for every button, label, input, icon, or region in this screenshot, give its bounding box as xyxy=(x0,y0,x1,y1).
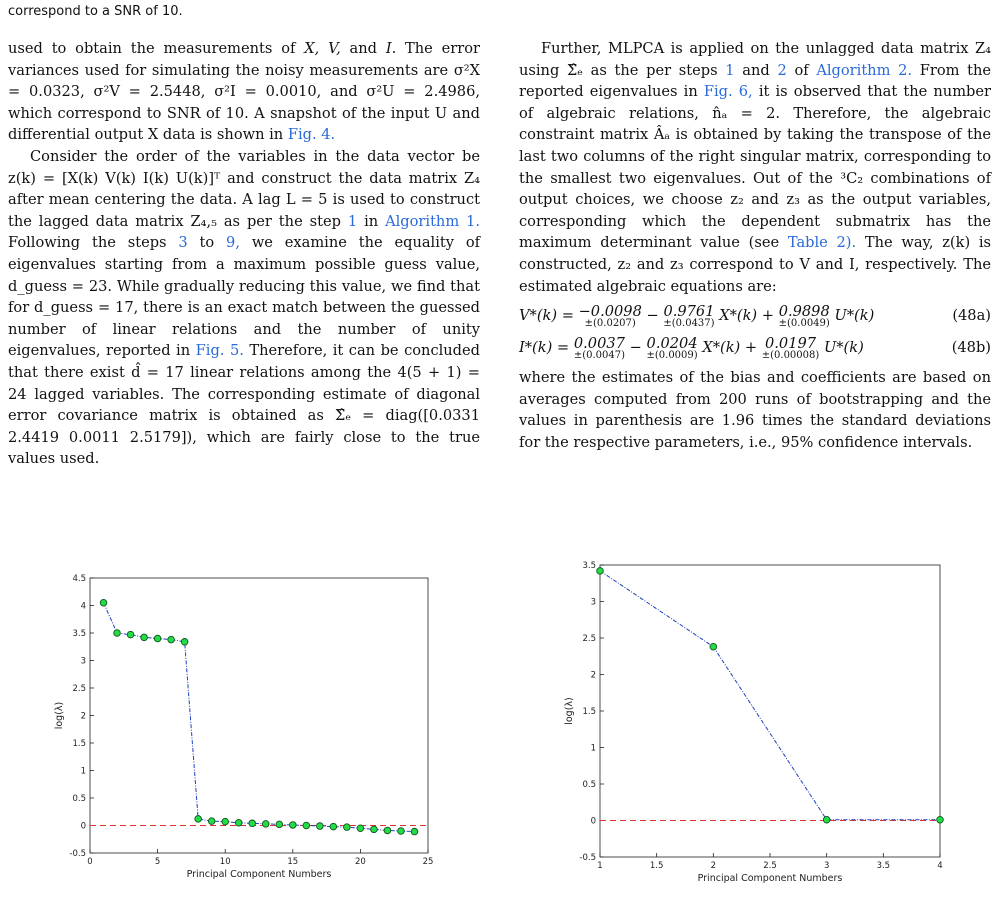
table2-link[interactable]: Table 2). xyxy=(787,234,857,252)
y-tick-label: 4.5 xyxy=(72,574,86,584)
data-point xyxy=(384,827,391,834)
y-axis-label: log(λ) xyxy=(564,697,575,725)
step1-link[interactable]: 1 xyxy=(347,212,358,230)
chart-eigenvalues-lagged xyxy=(40,560,460,894)
paragraph-lag-analysis: Consider the order of the variables in the data vector be z(k) = [X(k) V(k) I(k) U(k)]ᵀ and construct the data matrix Z₄ after mean centering the data. A lag L = 5 is used to construct the lagged data matrix Z₄,₅ as per the step 1 in Algorithm 1. Following the steps 3 to 9, we examine the equality of eigenvalues starting from a maximum possible guess value, d_guess = 23. While gradually reducing this value, we find that for d_guess = 17, there is an exact match between the guessed number of linear relations and the number of unity eigenvalues, reported in Fig. 5. Therefore, it can be concluded that there exist d̂ = 17 linear relations among the 4(5 + 1) = 24 lagged variables. The corresponding estimate of diagonal error covariance matrix is obtained as Σ̂ₑ = diag([0.0331 2.4419 0.0011 2.5179]), which are fairly close to the true values used. xyxy=(8,147,481,468)
figure-eigenvalues-lagged xyxy=(40,560,460,898)
step1-link-right[interactable]: 1 xyxy=(725,61,735,79)
equation-48b: I*(k) = 0.0037 ±(0.0047) − 0.0204 ±(0.0009) X*(k) + 0.0197 ±(0.00008) U*(k) (48b) xyxy=(519,335,991,362)
y-tick-label: 4 xyxy=(80,601,86,612)
fig5-link[interactable]: Fig. 5. xyxy=(195,342,244,360)
data-vector: z(k) = [X(k) V(k) I(k) U(k)]ᵀ and construct the data matrix Z₄ after mean centering the data. A lag L = 5 is used to construct the lagged data matrix Z₄,₅ as per the step xyxy=(8,169,480,230)
data-point xyxy=(937,816,944,823)
data-point xyxy=(303,822,310,829)
x-tick-label: 1 xyxy=(597,861,603,871)
step2-link[interactable]: 2 xyxy=(777,61,787,79)
y-tick-label: 1 xyxy=(80,766,86,777)
equation-number-48a: (48a) xyxy=(952,307,991,325)
y-tick-label: -0.5 xyxy=(579,853,596,863)
y-tick-label: 1.5 xyxy=(72,739,86,749)
plot-frame xyxy=(90,578,428,853)
x-axis-label: Principal Component Numbers xyxy=(186,869,332,880)
x-tick-label: 3 xyxy=(823,861,830,871)
algorithm1-link[interactable]: Algorithm 1. xyxy=(385,212,481,230)
y-tick-label: 2 xyxy=(80,711,86,722)
figure-eigenvalues-unlagged xyxy=(545,560,965,898)
y-tick-label: 1 xyxy=(590,743,596,754)
data-point xyxy=(181,639,188,646)
algorithm2-link[interactable]: Algorithm 2. xyxy=(816,61,913,79)
x-tick-label: 20 xyxy=(354,857,366,867)
right-column xyxy=(519,38,991,454)
x-tick-label: 2.5 xyxy=(763,861,777,871)
data-point xyxy=(195,816,202,823)
left-column xyxy=(8,38,480,470)
series-line xyxy=(600,571,940,820)
x-axis-label: Principal Component Numbers xyxy=(697,873,843,884)
plot-frame xyxy=(600,565,940,857)
fig4-link[interactable]: Fig. 4. xyxy=(287,126,336,144)
equation-number-48b: (48b) xyxy=(951,339,991,357)
y-tick-label: 2 xyxy=(590,670,596,681)
chart-eigenvalues-unlagged xyxy=(545,560,965,894)
x-tick-label: 0 xyxy=(87,857,93,867)
y-tick-label: 0.5 xyxy=(72,794,86,804)
data-point xyxy=(823,816,830,823)
data-point xyxy=(411,828,418,835)
data-point xyxy=(398,828,405,835)
x-tick-label: 5 xyxy=(154,857,161,867)
series-line xyxy=(104,603,415,832)
y-tick-label: 3 xyxy=(590,597,596,608)
x-tick-label: 2 xyxy=(710,861,717,871)
data-point xyxy=(344,824,351,831)
x-tick-label: 3.5 xyxy=(876,861,891,871)
data-point xyxy=(330,823,337,830)
data-point xyxy=(262,821,269,828)
data-point xyxy=(154,635,161,642)
data-point xyxy=(141,634,148,641)
data-point xyxy=(710,643,717,650)
data-point xyxy=(317,823,324,830)
paragraph-measurements: used to obtain the measurements of X, V, and I. The error variances used for simulating the noisy measurements are σ²X = 0.0323, σ²V = 2.5448, σ²I = 0.0010, and σ²U = 2.4986, which correspond to SNR of 10. A snapshot of the input U and differential output X data is shown in Fig. 4. xyxy=(8,40,481,144)
y-tick-label: 0 xyxy=(80,821,86,832)
data-point xyxy=(357,825,364,832)
x-tick-label: 10 xyxy=(219,857,231,867)
fig6-link[interactable]: Fig. 6, xyxy=(703,83,753,101)
x-tick-label: 1.5 xyxy=(649,861,664,871)
variance-values: σ²X = 0.0323, σ²V = 2.5448, σ²I = 0.0010, and σ²U = 2.4986, xyxy=(8,61,481,101)
y-tick-label: 2.5 xyxy=(72,684,86,694)
data-point xyxy=(290,822,297,829)
step9-link[interactable]: 9, xyxy=(226,234,240,252)
y-tick-label: 3 xyxy=(80,656,86,667)
y-axis-label: log(λ) xyxy=(54,701,65,730)
data-point xyxy=(222,818,229,825)
data-point xyxy=(597,568,604,575)
data-point xyxy=(100,599,107,606)
data-point xyxy=(249,820,256,827)
data-point xyxy=(235,819,242,826)
data-point xyxy=(276,821,283,828)
x-tick-label: 25 xyxy=(422,857,434,867)
step3-link[interactable]: 3 xyxy=(178,234,188,252)
y-tick-label: -0.5 xyxy=(69,849,86,859)
sigma-e-estimate: Σ̂ₑ = diag([0.0331 2.4419 0.0011 2.5179]), xyxy=(8,407,480,446)
data-point xyxy=(371,826,378,833)
y-tick-label: 1.5 xyxy=(582,707,596,717)
data-point xyxy=(208,818,215,825)
x-tick-label: 4 xyxy=(937,861,943,871)
y-tick-label: 0.5 xyxy=(582,780,596,790)
y-tick-label: 0 xyxy=(590,816,596,827)
x-tick-label: 15 xyxy=(287,857,299,867)
y-tick-label: 3.5 xyxy=(72,629,86,639)
equation-48a: V*(k) = −0.0098 ±(0.0207) − 0.9761 ±(0.0437) X*(k) + 0.9898 ±(0.0049) U*(k) (48a) xyxy=(519,303,991,330)
data-point xyxy=(168,636,175,643)
paragraph-mlpca: Further, MLPCA is applied on the unlagged data matrix Z₄ using Σ̂ₑ as the per steps 1 and 2 of Algorithm 2. From the reported eigenvalues in Fig. 6, it is observed that the number of algebraic relations, n̂ₐ = 2. Therefore, the algebraic constraint matrix Âₐ is obtained by taking the transpose of the last two columns of the right singular matrix, corresponding to the smallest two eigenvalues. Out of the ³C₂ combinations of output choices, we choose z₂ and z₃ as the output variables, corresponding which the dependent submatrix has the maximum determinant value (see Table 2). The way, z(k) is constructed, z₂ and z₃ correspond to V and I, respectively. The estimated algebraic equations are: xyxy=(519,40,992,295)
y-tick-label: 3.5 xyxy=(582,561,596,571)
data-point xyxy=(127,631,134,638)
data-point xyxy=(114,630,121,637)
figure-caption-continuation: correspond to a SNR of 10. xyxy=(8,4,183,19)
paragraph-bootstrap: where the estimates of the bias and coefficients are based on averages computed from 200 runs of bootstrapping and the values in parenthesis are 1.96 times the standard deviations for the respective parameters, i.e., 95% confidence intervals. xyxy=(519,369,991,451)
y-tick-label: 2.5 xyxy=(582,634,596,644)
